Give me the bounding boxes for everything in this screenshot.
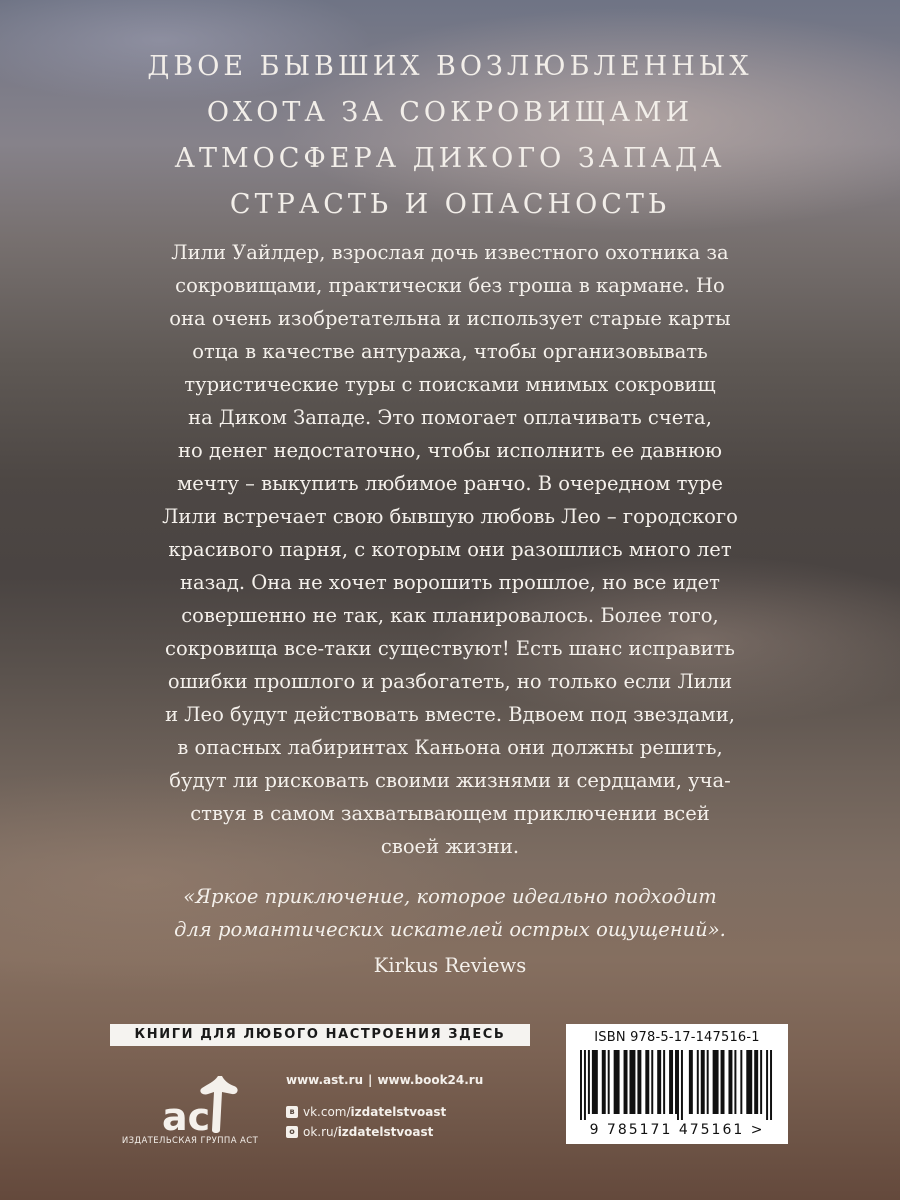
tagline: ДВОЕ БЫВШИХ ВОЗЛЮБЛЕННЫХ: [147, 51, 753, 82]
quote-line: для романтических искателей острых ощущений».: [174, 918, 726, 941]
blurb-line: сокровища все-таки существуют! Есть шанс исправить: [165, 637, 735, 660]
blurb-line: ошибки прошлого и разбогатеть, но только если Лили: [167, 670, 733, 693]
site-link-book24[interactable]: www.book24.ru: [377, 1073, 484, 1087]
ok-link-prefix: ok.ru/: [303, 1125, 338, 1139]
promo-banner: КНИГИ ДЛЯ ЛЮБОГО НАСТРОЕНИЯ ЗДЕСЬ: [110, 1024, 530, 1046]
publisher-name: ИЗДАТЕЛЬСКАЯ ГРУППА АСТ: [121, 1136, 259, 1146]
quote-source: Kirkus Reviews: [373, 954, 527, 977]
book-blurb: [110, 236, 790, 863]
blurb-line: сокровищами, практически без гроша в кармане. Но: [175, 274, 725, 297]
isbn-label: ISBN 978-5-17-147516-1: [594, 1030, 760, 1045]
blurb-line: и Лео будут действовать вместе. Вдвоем под звездами,: [165, 703, 735, 726]
ok-link[interactable]: [286, 1122, 483, 1142]
blurb-line: Лили встречает свою бывшую любовь Лео – городского: [162, 505, 738, 528]
blurb-line: красивого парня, с которым они разошлись много лет: [168, 538, 732, 561]
tagline: ОХОТА ЗА СОКРОВИЩАМИ: [206, 97, 694, 128]
blurb-line: Лили Уайлдер, взрослая дочь известного охотника за: [171, 241, 729, 264]
barcode: [580, 1050, 774, 1120]
logo-text: ac: [162, 1095, 211, 1139]
ok-link-name: izdatelstvoast: [337, 1125, 434, 1139]
barcode-digits: 9 785171 475161 >: [589, 1122, 765, 1138]
blurb-line: будут ли рисковать своими жизнями и сердцами, уча-: [169, 769, 731, 792]
quote-line: «Яркое приключение, которое идеально подходит: [183, 885, 717, 908]
blurb-line: она очень изобретательна и использует старые карты: [169, 307, 731, 330]
blurb-line: отца в качестве антуража, чтобы организовывать: [192, 340, 708, 363]
blurb-line: мечту – выкупить любимое ранчо. В очередном туре: [177, 472, 723, 495]
isbn-barcode-box: [566, 1024, 788, 1144]
blurb-line: на Диком Западе. Это помогает оплачивать счета,: [188, 406, 712, 429]
blurb-line: ствуя в самом захватывающем приключении всей: [190, 802, 710, 825]
review-quote: [90, 880, 810, 946]
vk-link[interactable]: [286, 1102, 483, 1122]
site-link-ast[interactable]: www.ast.ru: [286, 1073, 364, 1087]
vk-link-name: izdatelstvoast: [350, 1105, 447, 1119]
blurb-line: назад. Она не хочет ворошить прошлое, но все идет: [180, 571, 720, 594]
tagline: АТМОСФЕРА ДИКОГО ЗАПАДА: [174, 143, 726, 174]
tagline: СТРАСТЬ И ОПАСНОСТЬ: [229, 189, 671, 220]
vk-icon: в: [286, 1106, 298, 1118]
blurb-line: туристические туры с поисками мнимых сокровищ: [184, 373, 716, 396]
ok-icon: о: [286, 1126, 298, 1138]
website-links: [286, 1070, 483, 1090]
blurb-line: своей жизни.: [380, 835, 520, 858]
vk-link-prefix: vk.com/: [303, 1105, 351, 1119]
taglines: [0, 44, 900, 228]
link-separator: |: [368, 1073, 373, 1087]
publisher-links: [286, 1070, 483, 1142]
blurb-line: но денег недостаточно, чтобы исполнить ее давнюю: [178, 439, 722, 462]
blurb-line: совершенно не так, как планировалось. Более того,: [181, 604, 719, 627]
blurb-line: в опасных лабиринтах Каньона они должны решить,: [177, 736, 723, 759]
